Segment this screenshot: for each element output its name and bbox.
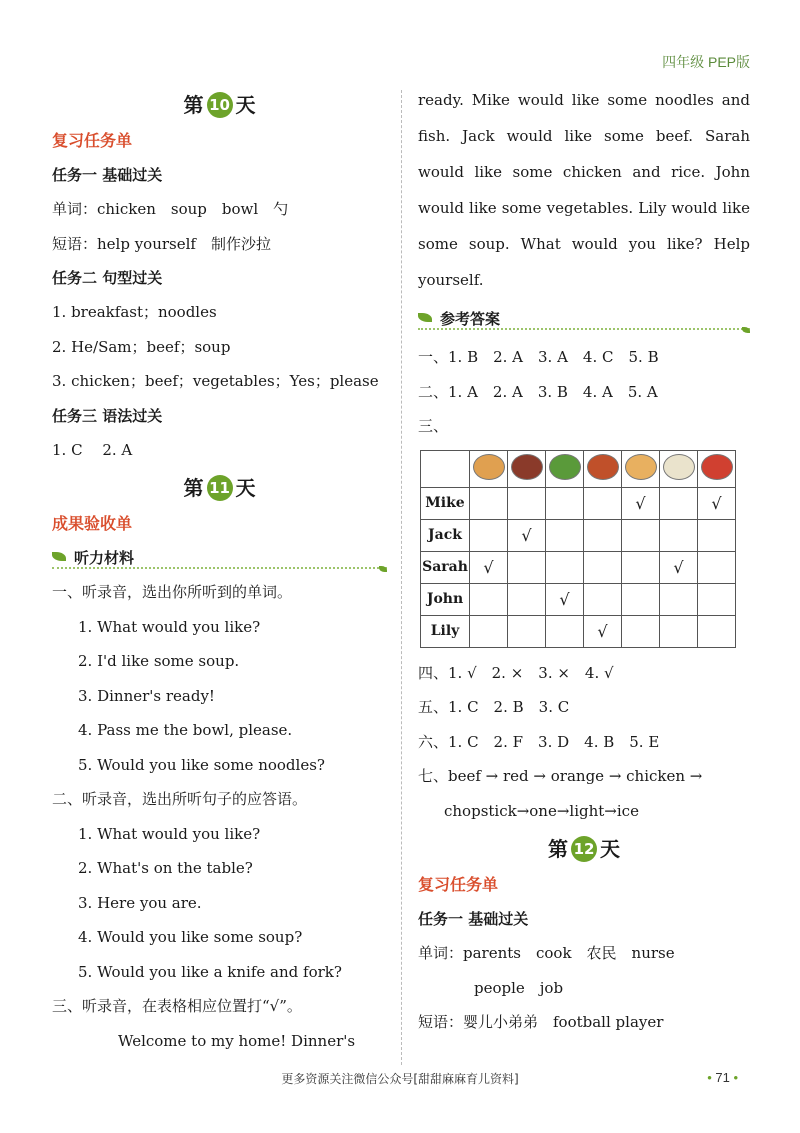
table-cell: √: [470, 551, 508, 583]
result-check-title: 成果验收单: [52, 514, 133, 533]
day-label: 天: [235, 93, 256, 117]
table-cell: √: [584, 615, 622, 647]
task-two-title: 任务二 句型过关: [52, 269, 163, 287]
leaf-icon: [52, 552, 66, 561]
table-cell: √: [660, 551, 698, 583]
row-name: Mike: [421, 487, 470, 519]
table-cell: √: [546, 583, 584, 615]
list-item: 5. Would you like some noodles?: [78, 755, 325, 774]
row-name: Sarah: [421, 551, 470, 583]
day-label: 第: [548, 837, 568, 861]
list-item: 3. Dinner's ready!: [78, 686, 215, 705]
table-cell: [470, 583, 508, 615]
table-cell: √: [698, 487, 736, 519]
day-number-badge: 11: [207, 475, 233, 501]
text-line: 3. chicken；beef；vegetables；Yes；please: [52, 372, 379, 390]
table-cell: [660, 583, 698, 615]
day-label: 天: [235, 476, 256, 500]
dotted-rule: [52, 567, 387, 569]
rice-icon: [663, 454, 695, 480]
table-cell: [508, 487, 546, 519]
day-number-badge: 12: [571, 836, 597, 862]
beef-icon: [511, 454, 543, 480]
table-cell: [660, 615, 698, 647]
day-label: 第: [183, 476, 204, 500]
table-cell: [584, 487, 622, 519]
food-cell: [584, 450, 622, 487]
text-line: 1. C 2. A: [52, 440, 133, 459]
table-cell: [622, 615, 660, 647]
table-cell: [698, 615, 736, 647]
task-one-title: 任务一 基础过关: [52, 166, 163, 184]
part-one-title: 一、听录音，选出你所听到的单词。: [52, 583, 293, 601]
day-number-badge: 10: [207, 92, 233, 118]
list-item: 1. What would you like?: [78, 824, 261, 843]
table-cell: [584, 583, 622, 615]
table-cell: [698, 519, 736, 551]
table-cell: [584, 551, 622, 583]
corner-cell: [421, 450, 470, 487]
list-item: 4. Pass me the bowl, please.: [78, 721, 293, 739]
table-cell: √: [508, 519, 546, 551]
part-two-title: 二、听录音，选出所听句子的应答语。: [52, 790, 308, 808]
text-line: 单词：chicken soup bowl 勺: [52, 200, 289, 218]
answers-heading: [418, 302, 750, 336]
food-cell: [660, 450, 698, 487]
day-11-title: [52, 469, 387, 507]
answer-line: chopstick→one→light→ice: [444, 801, 639, 820]
column-divider: [401, 90, 402, 1065]
day-12-title: [418, 830, 750, 868]
leaf-icon: [379, 566, 387, 572]
food-cell: [698, 450, 736, 487]
left-column: [52, 86, 387, 1058]
table-row: [421, 583, 736, 615]
task-three-title: 任务三 语法过关: [52, 406, 163, 425]
soup-icon: [587, 454, 619, 480]
answer-line: 三、: [418, 417, 449, 435]
day-label: 第: [183, 93, 204, 117]
review-task-title: 复习任务单: [418, 875, 499, 894]
table-cell: [470, 615, 508, 647]
text-line: 2. He/Sam；beef；soup: [52, 337, 231, 356]
food-header-row: [421, 450, 736, 487]
list-item: 2. I'd like some soup.: [78, 652, 240, 670]
table-cell: [546, 551, 584, 583]
day-label: 天: [600, 837, 620, 861]
table-cell: [698, 551, 736, 583]
page-number-value: 71: [715, 1070, 730, 1085]
answer-line: 四、1. √ 2. × 3. × 4. √: [418, 663, 614, 682]
table-cell: [622, 519, 660, 551]
row-name: John: [421, 583, 470, 615]
table-cell: [470, 487, 508, 519]
fish-icon: [701, 454, 733, 480]
table-row: [421, 615, 736, 647]
table-row: [421, 551, 736, 583]
text-line: 短语：help yourself 制作沙拉: [52, 234, 271, 253]
table-row: [421, 519, 736, 551]
heading-label: 听力材料: [74, 549, 135, 567]
food-cell: [622, 450, 660, 487]
text-line: 单词：parents cook 农民 nurse: [418, 944, 675, 962]
answer-line: 一、1. B 2. A 3. A 4. C 5. B: [418, 348, 659, 366]
heading-label: 参考答案: [440, 310, 501, 328]
table-cell: [622, 551, 660, 583]
text-line: 1. breakfast；noodles: [52, 303, 217, 321]
listening-passage: ready. Mike would like some noodles and fish. Jack would like some beef. Sarah would like some chicken and rice. John would like some vegetables. Lily would like some soup. What would you like? Help yourself.: [418, 91, 750, 289]
text-line: people job: [474, 978, 564, 997]
list-item: 4. Would you like some soup?: [78, 928, 303, 946]
answer-line: 二、1. A 2. A 3. B 4. A 5. A: [418, 382, 658, 401]
table-cell: [584, 519, 622, 551]
food-cell: [508, 450, 546, 487]
answer-table: [420, 450, 736, 648]
answer-line: 五、1. C 2. B 3. C: [418, 698, 570, 716]
part-three-title: 三、听录音，在表格相应位置打“√”。: [52, 997, 302, 1015]
noodles-icon: [625, 454, 657, 480]
list-item: 1. What would you like?: [78, 617, 261, 636]
table-cell: √: [622, 487, 660, 519]
answer-line: 七、beef → red → orange → chicken →: [418, 767, 703, 785]
review-task-title: 复习任务单: [52, 131, 133, 150]
page-number: • 71 •: [707, 1070, 738, 1085]
table-cell: [546, 487, 584, 519]
table-cell: [546, 615, 584, 647]
table-cell: [470, 519, 508, 551]
table-cell: [546, 519, 584, 551]
table-cell: [660, 487, 698, 519]
table-cell: [508, 551, 546, 583]
dotted-rule: [418, 328, 750, 330]
answer-line: 六、1. C 2. F 3. D 4. B 5. E: [418, 732, 660, 751]
table-cell: [698, 583, 736, 615]
row-name: Jack: [421, 519, 470, 551]
table-cell: [622, 583, 660, 615]
list-item: 2. What's on the table?: [78, 859, 253, 877]
row-name: Lily: [421, 615, 470, 647]
right-column: [418, 86, 750, 1040]
list-item: 5. Would you like a knife and fork?: [78, 962, 342, 981]
table-row: [421, 487, 736, 519]
listening-material-heading: [52, 541, 387, 575]
task-one-title: 任务一 基础过关: [418, 910, 529, 928]
passage-first-line: Welcome to my home! Dinner's: [118, 1031, 356, 1050]
list-item: 3. Here you are.: [78, 893, 202, 912]
table-cell: [660, 519, 698, 551]
footer-note: 更多资源关注微信公众号[甜甜麻麻育儿资料]: [281, 1072, 519, 1086]
grade-edition-label: 四年级 PEP版: [662, 54, 750, 70]
day-10-title: [52, 86, 387, 124]
table-cell: [508, 583, 546, 615]
leaf-icon: [742, 327, 750, 333]
leaf-icon: [418, 313, 432, 322]
table-cell: [508, 615, 546, 647]
text-line: 短语：婴儿小弟弟 football player: [418, 1013, 664, 1031]
chicken-icon: [473, 454, 505, 480]
food-cell: [470, 450, 508, 487]
vegetables-icon: [549, 454, 581, 480]
food-cell: [546, 450, 584, 487]
